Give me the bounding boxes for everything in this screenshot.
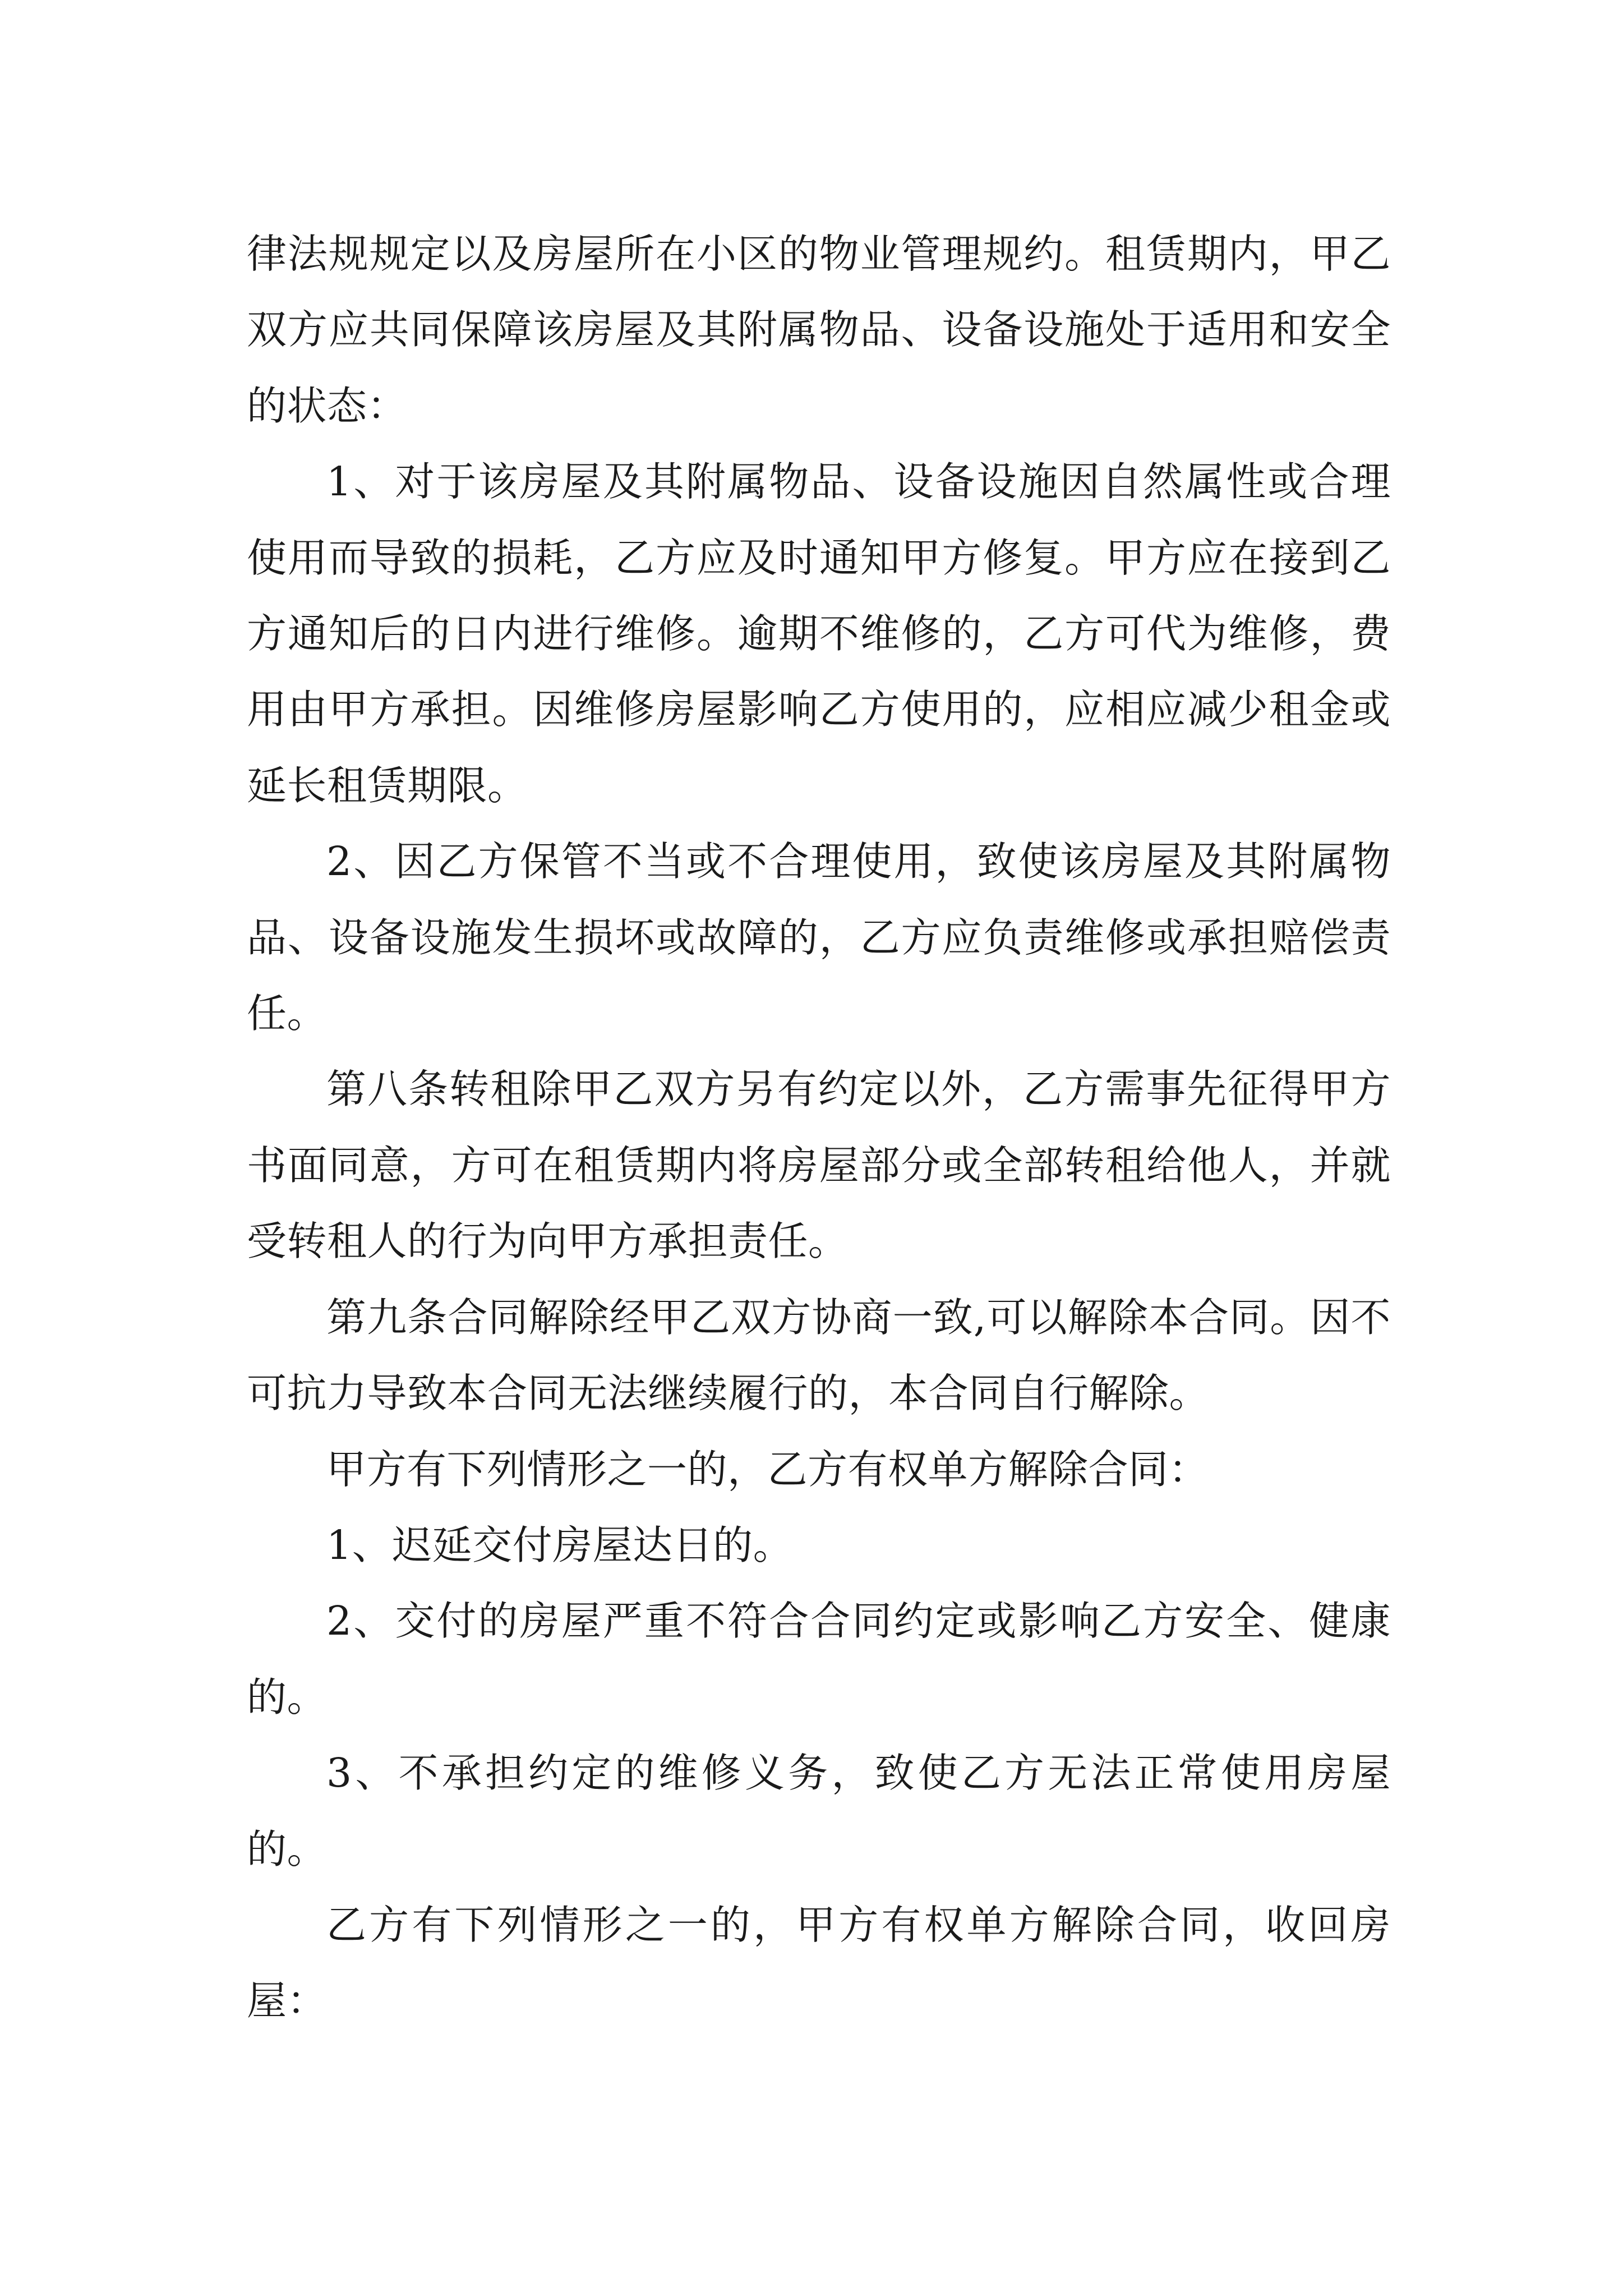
paragraph-2: 1、对于该房屋及其附属物品、设备设施因自然属性或合理使用而导致的损耗，乙方应及时通知甲方修复。甲方应在接到乙方通知后的日内进行维修。逾期不维修的，乙方可代为维修，费用由甲方承担。因维修房屋影响乙方使用的，应相应减少租金或延长租赁期限。 xyxy=(247,458,1391,809)
paragraph-9: 3、不承担约定的维修义务，致使乙方无法正常使用房屋的。 xyxy=(247,1750,1391,1872)
paragraph-8: 2、交付的房屋严重不符合合同约定或影响乙方安全、健康的。 xyxy=(247,1598,1391,1720)
paragraph-7: 1、迟延交付房屋达日的。 xyxy=(326,1521,794,1568)
paragraph-6: 甲方有下列情形之一的，乙方有权单方解除合同： xyxy=(326,1446,1209,1493)
paragraph-1: 律法规规定以及房屋所在小区的物业管理规约。租赁期内，甲乙双方应共同保障该房屋及其附属物品、设备设施处于适用和安全的状态： xyxy=(247,231,1391,429)
document-body xyxy=(247,216,1391,2039)
paragraph-10: 乙方有下列情形之一的，甲方有权单方解除合同，收回房屋： xyxy=(247,1901,1391,2024)
paragraph-5: 第九条合同解除经甲乙双方协商一致,可以解除本合同。因不可抗力导致本合同无法继续履行的，本合同自行解除。 xyxy=(247,1294,1391,1417)
paragraph-4: 第八条转租除甲乙双方另有约定以外，乙方需事先征得甲方书面同意，方可在租赁期内将房屋部分或全部转租给他人，并就受转租人的行为向甲方承担责任。 xyxy=(247,1066,1391,1265)
paragraph-3: 2、因乙方保管不当或不合理使用，致使该房屋及其附属物品、设备设施发生损坏或故障的，乙方应负责维修或承担赔偿责任。 xyxy=(247,838,1391,1037)
